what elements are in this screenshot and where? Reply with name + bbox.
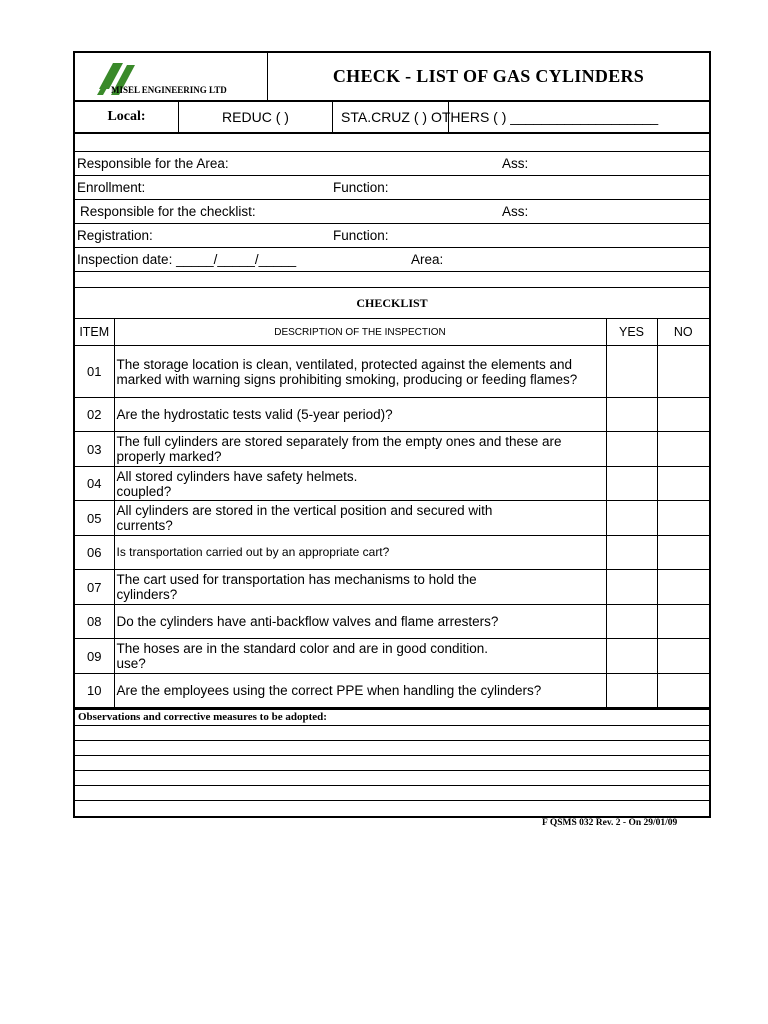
- item-number: 03: [75, 432, 114, 467]
- no-checkbox-cell[interactable]: [657, 674, 709, 708]
- yes-checkbox-cell[interactable]: [606, 467, 657, 501]
- local-label: Local:: [75, 102, 179, 132]
- function-label: Function:: [333, 228, 389, 243]
- item-description: The full cylinders are stored separately from the empty ones and these are properly marked?: [114, 432, 606, 467]
- checklist-rows: [75, 346, 709, 708]
- observation-line[interactable]: [75, 726, 709, 741]
- local-other-options[interactable]: [333, 102, 709, 132]
- table-header-row: [75, 319, 709, 346]
- local-other-text: STA.CRUZ ( ) OTHERS ( ) ___________________: [341, 109, 659, 125]
- table-row: [75, 432, 709, 467]
- observation-line[interactable]: [75, 801, 709, 816]
- no-checkbox-cell[interactable]: [657, 432, 709, 467]
- item-description: Is transportation carried out by an appropriate cart?: [114, 536, 606, 570]
- col-no-header: NO: [657, 319, 709, 346]
- table-row: [75, 639, 709, 674]
- item-number: 05: [75, 501, 114, 536]
- blank-line: [75, 134, 709, 152]
- observations-label: Observations and corrective measures to be adopted:: [75, 708, 709, 726]
- item-description: All cylinders are stored in the vertical position and secured with currents?: [114, 501, 606, 536]
- local-row: [75, 102, 709, 134]
- item-description: Are the employees using the correct PPE when handling the cylinders?: [114, 674, 606, 708]
- item-description: All stored cylinders have safety helmets. coupled?: [114, 467, 606, 501]
- table-row: [75, 605, 709, 639]
- item-description: Are the hydrostatic tests valid (5-year period)?: [114, 398, 606, 432]
- yes-checkbox-cell[interactable]: [606, 536, 657, 570]
- item-description: The cart used for transportation has mechanisms to hold the cylinders?: [114, 570, 606, 605]
- item-number: 09: [75, 639, 114, 674]
- item-number: 01: [75, 346, 114, 398]
- registration-label: Registration:: [77, 228, 153, 243]
- registration-line[interactable]: [75, 224, 709, 248]
- responsible-checklist-label: Responsible for the checklist:: [80, 204, 256, 219]
- item-number: 08: [75, 605, 114, 639]
- responsible-area-label: Responsible for the Area:: [77, 156, 229, 171]
- table-row: [75, 501, 709, 536]
- form-title: CHECK - LIST OF GAS CYLINDERS: [332, 66, 645, 86]
- item-number: 07: [75, 570, 114, 605]
- item-number: 02: [75, 398, 114, 432]
- col-desc-header: DESCRIPTION OF THE INSPECTION: [114, 319, 606, 346]
- no-checkbox-cell[interactable]: [657, 639, 709, 674]
- table-row: [75, 570, 709, 605]
- enrollment-line[interactable]: [75, 176, 709, 200]
- no-checkbox-cell[interactable]: [657, 536, 709, 570]
- no-checkbox-cell[interactable]: [657, 398, 709, 432]
- blank-line: [75, 272, 709, 287]
- logo-cell: [75, 53, 268, 100]
- yes-checkbox-cell[interactable]: [606, 639, 657, 674]
- responsible-checklist-line[interactable]: [75, 200, 709, 224]
- yes-checkbox-cell[interactable]: [606, 432, 657, 467]
- observation-line[interactable]: [75, 786, 709, 801]
- local-reduc-option[interactable]: REDUC ( ): [179, 102, 333, 132]
- table-row: [75, 467, 709, 501]
- yes-checkbox-cell[interactable]: [606, 346, 657, 398]
- checklist-table: [75, 318, 709, 708]
- yes-checkbox-cell[interactable]: [606, 570, 657, 605]
- inspection-date-line[interactable]: [75, 248, 709, 272]
- no-checkbox-cell[interactable]: [657, 605, 709, 639]
- yes-checkbox-cell[interactable]: [606, 501, 657, 536]
- table-row: [75, 536, 709, 570]
- company-name: MISEL ENGINEERING LTD: [111, 85, 227, 95]
- observation-line[interactable]: [75, 756, 709, 771]
- local-divider: [448, 102, 449, 132]
- item-description: Do the cylinders have anti-backflow valves and flame arresters?: [114, 605, 606, 639]
- no-checkbox-cell[interactable]: [657, 346, 709, 398]
- checklist-title: CHECKLIST: [75, 287, 709, 319]
- yes-checkbox-cell[interactable]: [606, 674, 657, 708]
- yes-checkbox-cell[interactable]: [606, 398, 657, 432]
- enrollment-label: Enrollment:: [77, 180, 146, 195]
- col-item-header: ITEM: [75, 319, 114, 346]
- ass-label: Ass:: [502, 204, 529, 219]
- item-number: 06: [75, 536, 114, 570]
- observations-lines[interactable]: [75, 726, 709, 816]
- form-code: F QSMS 032 Rev. 2 - On 29/01/09: [542, 818, 678, 828]
- col-yes-header: YES: [606, 319, 657, 346]
- function-label: Function:: [333, 180, 389, 195]
- observation-line[interactable]: [75, 771, 709, 786]
- item-number: 10: [75, 674, 114, 708]
- item-number: 04: [75, 467, 114, 501]
- no-checkbox-cell[interactable]: [657, 467, 709, 501]
- table-row: [75, 398, 709, 432]
- ass-label: Ass:: [502, 156, 529, 171]
- table-row: [75, 674, 709, 708]
- form-header: [75, 53, 709, 102]
- no-checkbox-cell[interactable]: [657, 501, 709, 536]
- area-label: Area:: [411, 252, 444, 267]
- observation-line[interactable]: [75, 741, 709, 756]
- item-description: The storage location is clean, ventilated, protected against the elements and marked with warning signs prohibiting smoking, producing or feeding flames?: [114, 346, 606, 398]
- yes-checkbox-cell[interactable]: [606, 605, 657, 639]
- responsible-area-line[interactable]: [75, 152, 709, 176]
- checklist-form: [73, 51, 711, 818]
- table-row: [75, 346, 709, 398]
- no-checkbox-cell[interactable]: [657, 570, 709, 605]
- item-description: The hoses are in the standard color and are in good condition. use?: [114, 639, 606, 674]
- inspection-date-label: Inspection date: _____/_____/_____: [77, 252, 297, 267]
